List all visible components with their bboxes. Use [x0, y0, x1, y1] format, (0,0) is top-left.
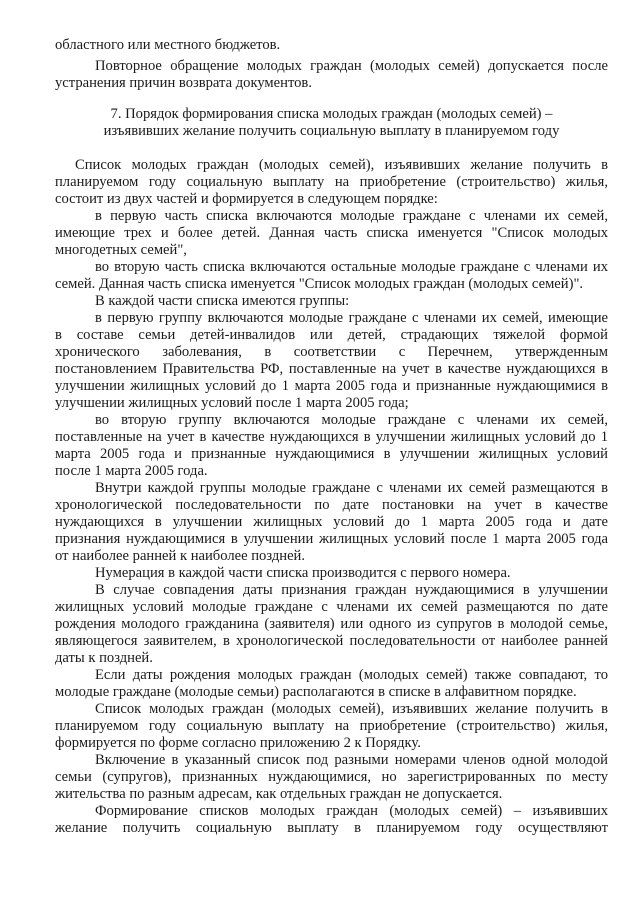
text-line: многодетных семей", — [55, 242, 187, 258]
text-line: устранения причин возврата документов. — [55, 75, 312, 91]
text-line: являющегося заявителем, в хронологической последовательности от наиболее ранней — [55, 633, 608, 649]
text-line: улучшении жилищных условий после 1 марта 2005 года; — [55, 395, 409, 411]
section-heading-line: изъявивших желание получить социальную выплату в планируемом году — [103, 123, 560, 139]
text-line: хронического заболевания, в соответствии с Перечнем, утвержденным — [55, 344, 608, 360]
text-line: состоит из двух частей и формируется в следующем порядке: — [55, 191, 438, 207]
text-line: жилищных условий молодые граждане с членами их семей размещаются по дате — [55, 599, 608, 615]
text-line: Нумерация в каждой части списка производится с первого номера. — [95, 565, 511, 581]
text-line: Если даты рождения молодых граждан (молодых семей) также совпадают, то — [95, 667, 608, 683]
text-line: формируется по форме согласно приложению 2 к Порядку. — [55, 735, 421, 751]
text-line: улучшении жилищных условий до 1 марта 2005 года и признанные нуждающимися в — [55, 378, 608, 394]
text-line: Повторное обращение молодых граждан (молодых семей) допускается после — [95, 58, 608, 74]
text-line: Список молодых граждан (молодых семей), изъявивших желание получить в — [95, 701, 608, 717]
text-line: в первую часть списка включаются молодые граждане с членами их семей, — [95, 208, 608, 224]
text-line: в составе семьи детей-инвалидов или детей, страдающих тяжелой формой — [55, 327, 608, 343]
text-line: планируемом году социальную выплату на приобретение (строительство) жилья, — [55, 718, 608, 734]
text-line: признания нуждающимися в улучшении жилищных условий после 1 марта 2005 года — [55, 531, 608, 547]
section-heading-line: 7. Порядок формирования списка молодых граждан (молодых семей) – — [110, 106, 553, 122]
text-line: даты к поздней. — [55, 650, 153, 666]
text-line: В случае совпадения даты признания граждан нуждающимися в улучшении — [95, 582, 608, 598]
text-line: Внутри каждой группы молодые граждане с членами их семей размещаются в — [95, 480, 608, 496]
text-line: семей. Данная часть списка именуется "Список молодых граждан (молодых семей)". — [55, 276, 584, 292]
text-line: семьи (супругов), признанных нуждающимися, но зарегистрированных по месту — [55, 769, 608, 785]
text-line: рождения молодого гражданина (заявителя) или одного из супругов в молодой семье, — [55, 616, 608, 632]
text-line: желание получить социальную выплату в планируемом году осуществляют — [55, 820, 608, 836]
text-line: В каждой части списка имеются группы: — [95, 293, 350, 309]
text-line: Включение в указанный список под разными номерами членов одной молодой — [95, 752, 608, 768]
text-line: областного или местного бюджетов. — [55, 37, 281, 53]
text-line: поставленные на учет в качестве нуждающихся в улучшении жилищных условий до 1 — [55, 429, 608, 445]
text-line: хронологической последовательности по дате постановки на учет в качестве — [55, 497, 608, 513]
text-line: постановлением Правительства РФ, поставленные на учет в качестве нуждающихся в — [55, 361, 608, 377]
text-line: нуждающихся в улучшении жилищных условий до 1 марта 2005 года и дате — [55, 514, 608, 530]
text-line: во вторую часть списка включаются остальные молодые граждане с членами их — [95, 259, 608, 275]
text-line: планируемом году социальную выплату на приобретение (строительство) жилья, — [55, 174, 608, 190]
text-line: Формирование списков молодых граждан (молодых семей) – изъявивших — [95, 803, 608, 819]
text-line: в первую группу включаются молодые граждане с членами их семей, имеющие — [95, 310, 608, 326]
text-line: после 1 марта 2005 года. — [55, 463, 208, 479]
text-line: жительства по разным адресам, как отдельных граждан не допускается. — [55, 786, 503, 802]
text-line: молодые граждане (молодые семьи) располагаются в списке в алфавитном порядке. — [55, 684, 577, 700]
text-line: от наиболее ранней к наиболее поздней. — [55, 548, 306, 564]
text-line: во вторую группу включаются молодые граждане с членами их семей, — [95, 412, 608, 428]
text-line: имеющие трех и более детей. Данная часть списка именуется "Список молодых — [55, 225, 608, 241]
text-line: марта 2005 года и признанные нуждающимися в улучшении жилищных условий — [55, 446, 608, 462]
text-line: Список молодых граждан (молодых семей), изъявивших желание получить в — [75, 157, 608, 173]
